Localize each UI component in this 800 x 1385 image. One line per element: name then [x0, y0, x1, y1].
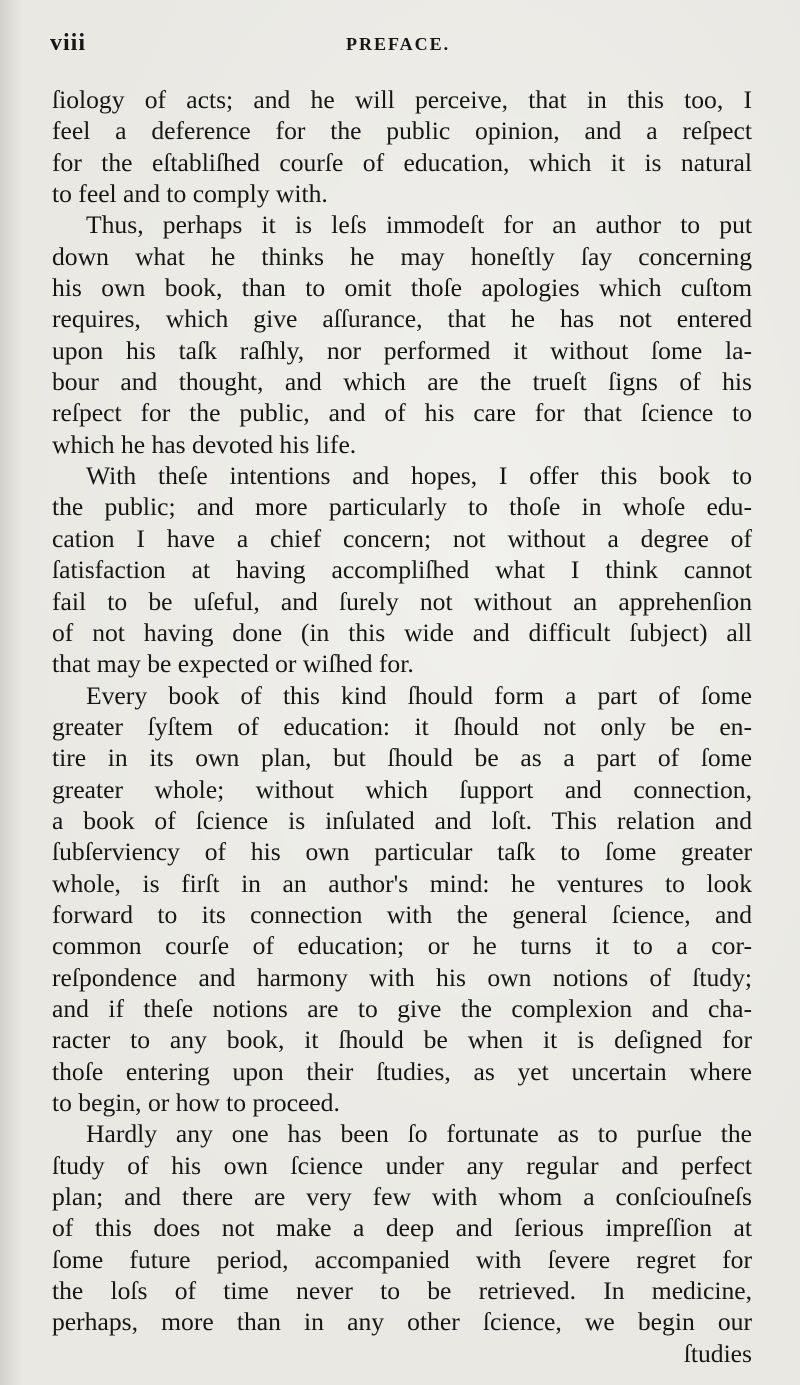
text-line: forward to its connection with the general ſcience, and	[52, 899, 752, 929]
text-line: requires, which give aſſurance, that he has not entered	[52, 304, 752, 334]
body-text	[52, 84, 752, 1369]
text-line: With theſe intentions and hopes, I offer this book to	[86, 461, 752, 491]
text-line: upon his taſk raſhly, nor performed it without ſome la-	[52, 335, 752, 365]
text-line: his own book, than to omit thoſe apologies which cuſtom	[52, 273, 752, 303]
text-line: the loſs of time never to be retrieved. In medicine,	[52, 1276, 752, 1306]
text-line: and if theſe notions are to give the complexion and cha-	[52, 993, 752, 1023]
page-header	[50, 30, 750, 64]
text-line: the public; and more particularly to thoſe in whoſe edu-	[52, 492, 752, 522]
text-line: which he has devoted his life.	[52, 429, 357, 459]
text-line: ſubſerviency of his own particular taſk to ſome greater	[52, 837, 752, 867]
text-line: down what he thinks he may honeſtly ſay concerning	[52, 241, 752, 271]
text-line: fail to be uſeful, and ſurely not without an apprehenſion	[52, 586, 752, 616]
text-line: cation I have a chief concern; not without a degree of	[52, 523, 752, 553]
text-line: feel a deference for the public opinion, and a reſpect	[52, 116, 752, 146]
text-line: that may be expected or wiſhed for.	[52, 649, 414, 679]
text-line: for the eſtabliſhed courſe of education, which it is natural	[52, 147, 752, 177]
text-line: ſome future period, accompanied with ſevere regret for	[52, 1244, 752, 1274]
text-line: thoſe entering upon their ſtudies, as yet uncertain where	[52, 1056, 752, 1086]
text-line: a book of ſcience is inſulated and loſt. This relation and	[52, 805, 752, 835]
text-line: greater whole; without which ſupport and connection,	[52, 774, 752, 804]
text-line: tire in its own plan, but ſhould be as a part of ſome	[52, 743, 752, 773]
text-line: ſtudy of his own ſcience under any regular and perfect	[52, 1150, 752, 1180]
text-line: whole, is firſt in an author's mind: he ventures to look	[52, 868, 752, 898]
text-line: Hardly any one has been ſo fortunate as to purſue the	[86, 1119, 752, 1149]
text-line: common courſe of education; or he turns it to a cor-	[52, 931, 752, 961]
page-number: viii	[50, 30, 87, 56]
gutter-shadow	[0, 0, 22, 1385]
text-line: reſpondence and harmony with his own notions of ſtudy;	[52, 962, 752, 992]
text-line: reſpect for the public, and of his care for that ſcience to	[52, 398, 752, 428]
text-line: of not having done (in this wide and difficult ſubject) all	[52, 617, 752, 647]
text-line: ſiology of acts; and he will perceive, that in this too, I	[52, 85, 752, 114]
text-line: of this does not make a deep and ſerious impreſſion at	[52, 1213, 752, 1243]
text-line: greater ſyſtem of education: it ſhould not only be en-	[52, 711, 752, 741]
text-line: to begin, or how to proceed.	[52, 1088, 340, 1117]
running-head: PREFACE.	[346, 34, 451, 54]
text-line: Every book of this kind ſhould form a part of ſome	[86, 680, 752, 710]
text-line: plan; and there are very few with whom a conſciouſneſs	[52, 1182, 752, 1212]
catchword: ſtudies	[683, 1338, 752, 1368]
text-line: bour and thought, and which are the trueſt ſigns of his	[52, 367, 752, 397]
text-line: perhaps, more than in any other ſcience, we begin our	[52, 1307, 752, 1337]
text-line: ſatisfaction at having accompliſhed what I think cannot	[52, 555, 752, 585]
text-line: to feel and to comply with.	[52, 179, 328, 209]
text-line: Thus, perhaps it is leſs immodeſt for an author to put	[86, 210, 752, 240]
text-line: racter to any book, it ſhould be when it is deſigned for	[52, 1025, 752, 1055]
